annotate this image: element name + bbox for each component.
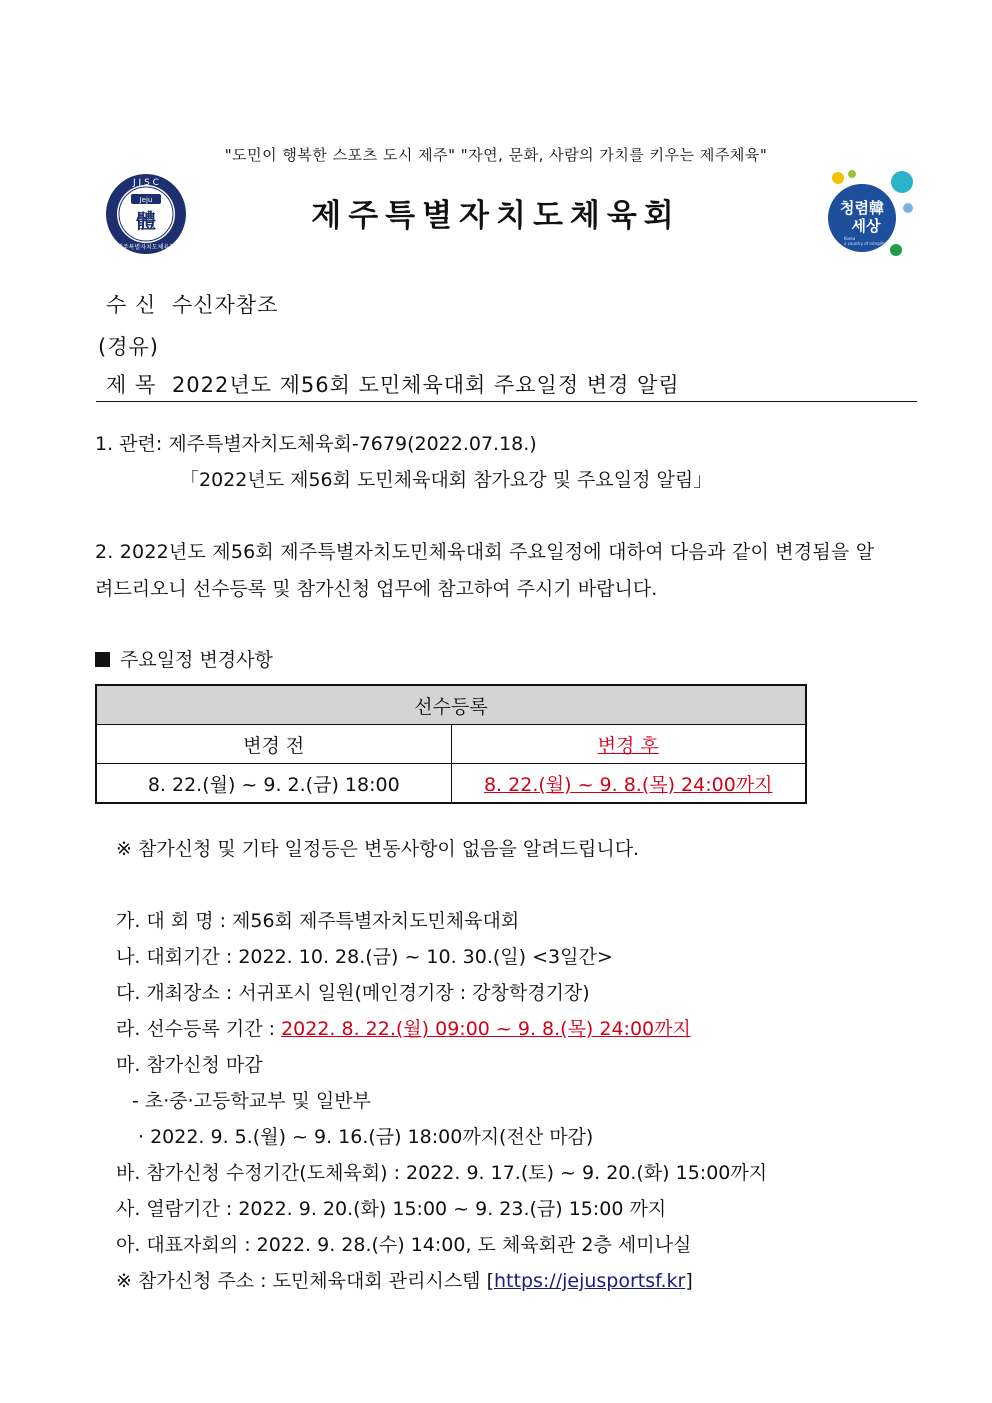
logo-right-line1: 청렴韓 bbox=[840, 199, 884, 217]
logo-right-sub2: a country of integrity bbox=[844, 241, 887, 246]
col-before-header: 변경 전 bbox=[96, 725, 451, 764]
address-label: ※ 참가신청 주소 : 도민체육대회 관리시스템 [ bbox=[116, 1270, 494, 1292]
address-end: ] bbox=[685, 1270, 693, 1292]
logo-right-sub1: Korea bbox=[844, 236, 856, 241]
item1-line2: 「2022년도 제56회 도민체육대회 참가요강 및 주요일정 알림」 bbox=[180, 469, 713, 491]
detail-da: 다. 개최장소 : 서귀포시 일원(메인경기장 : 강창학경기장) bbox=[116, 982, 590, 1004]
emblem-ring-text: 제주특별자치도체육회 bbox=[117, 244, 175, 251]
detail-ma-sub1: - 초·중·고등학교부 및 일반부 bbox=[132, 1090, 371, 1112]
detail-ga: 가. 대 회 명 : 제56회 제주특별자치도민체육대회 bbox=[116, 910, 520, 932]
square-bullet-icon bbox=[95, 652, 110, 667]
detail-ra bbox=[116, 1014, 691, 1041]
integrity-korea-logo bbox=[822, 168, 918, 260]
detail-ma: 마. 참가신청 마감 bbox=[116, 1054, 263, 1076]
emblem-top-text: J J S C bbox=[133, 178, 159, 188]
item1-line1: 1. 관련: 제주특별자치도체육회-7679(2022.07.18.) bbox=[95, 433, 537, 455]
detail-ba: 바. 참가신청 수정기간(도체육회) : 2022. 9. 17.(토) ~ 9. 20.(화) 15:00까지 bbox=[116, 1162, 768, 1184]
detail-ra-value: 2022. 8. 22.(월) 09:00 ~ 9. 8.(목) 24:00까지 bbox=[281, 1018, 691, 1040]
slogan: "도민이 행복한 스포츠 도시 제주" "자연, 문화, 사람의 가치를 키우는 제주체육" bbox=[224, 146, 768, 164]
notice-note: ※ 참가신청 및 기타 일정등은 변동사항이 없음을 알려드립니다. bbox=[116, 838, 640, 860]
recipient-value: 수신자참조 bbox=[171, 293, 279, 317]
table-row bbox=[96, 764, 806, 804]
detail-ma-sub2: · 2022. 9. 5.(월) ~ 9. 16.(금) 18:00까지(전산 마감) bbox=[138, 1126, 594, 1148]
emblem-center-char: 體 bbox=[136, 209, 156, 233]
via-label: (경유) bbox=[98, 335, 159, 359]
subject-line bbox=[106, 369, 680, 399]
before-value-cell: 8. 22.(월) ~ 9. 2.(금) 18:00 bbox=[96, 764, 451, 804]
table-title-cell: 선수등록 bbox=[96, 685, 806, 725]
col-after-header: 변경 후 bbox=[451, 725, 806, 764]
detail-sa: 사. 열람기간 : 2022. 9. 20.(화) 15:00 ~ 9. 23.(금) 15:00 까지 bbox=[116, 1198, 667, 1220]
table-row bbox=[96, 725, 806, 764]
detail-ra-label: 라. 선수등록 기간 : bbox=[116, 1018, 282, 1040]
recipient-line bbox=[106, 289, 278, 319]
header-divider bbox=[96, 401, 917, 402]
subject-value: 2022년도 제56회 도민체육대회 주요일정 변경 알림 bbox=[171, 373, 680, 397]
after-value-cell: 8. 22.(월) ~ 9. 8.(목) 24:00까지 bbox=[451, 764, 806, 804]
logo-right-line2: 세상 bbox=[851, 217, 881, 235]
recipient-label: 수 신 bbox=[106, 293, 157, 317]
item2-line2: 려드리오니 선수등록 및 참가신청 업무에 참고하여 주시기 바랍니다. bbox=[95, 578, 658, 600]
registration-system-link[interactable]: https://jejusportsf.kr bbox=[494, 1270, 686, 1292]
detail-address bbox=[116, 1266, 693, 1293]
detail-na: 나. 대회기간 : 2022. 10. 28.(금) ~ 10. 30.(일) <3일간> bbox=[116, 946, 613, 968]
section-title bbox=[95, 645, 273, 672]
schedule-change-table bbox=[95, 684, 807, 804]
item2-line1: 2. 2022년도 제56회 제주특별자치도민체육대회 주요일정에 대하여 다음과 같이 변경됨을 알 bbox=[95, 541, 875, 563]
emblem-badge: Jeju bbox=[139, 196, 153, 204]
organization-title: 제주특별자치도체육회 bbox=[311, 198, 681, 234]
detail-a: 아. 대표자회의 : 2022. 9. 28.(수) 14:00, 도 체육회관 2층 세미나실 bbox=[116, 1234, 692, 1256]
section-title-text: 주요일정 변경사항 bbox=[120, 649, 273, 671]
table-row bbox=[96, 685, 806, 725]
subject-label: 제 목 bbox=[106, 373, 157, 397]
